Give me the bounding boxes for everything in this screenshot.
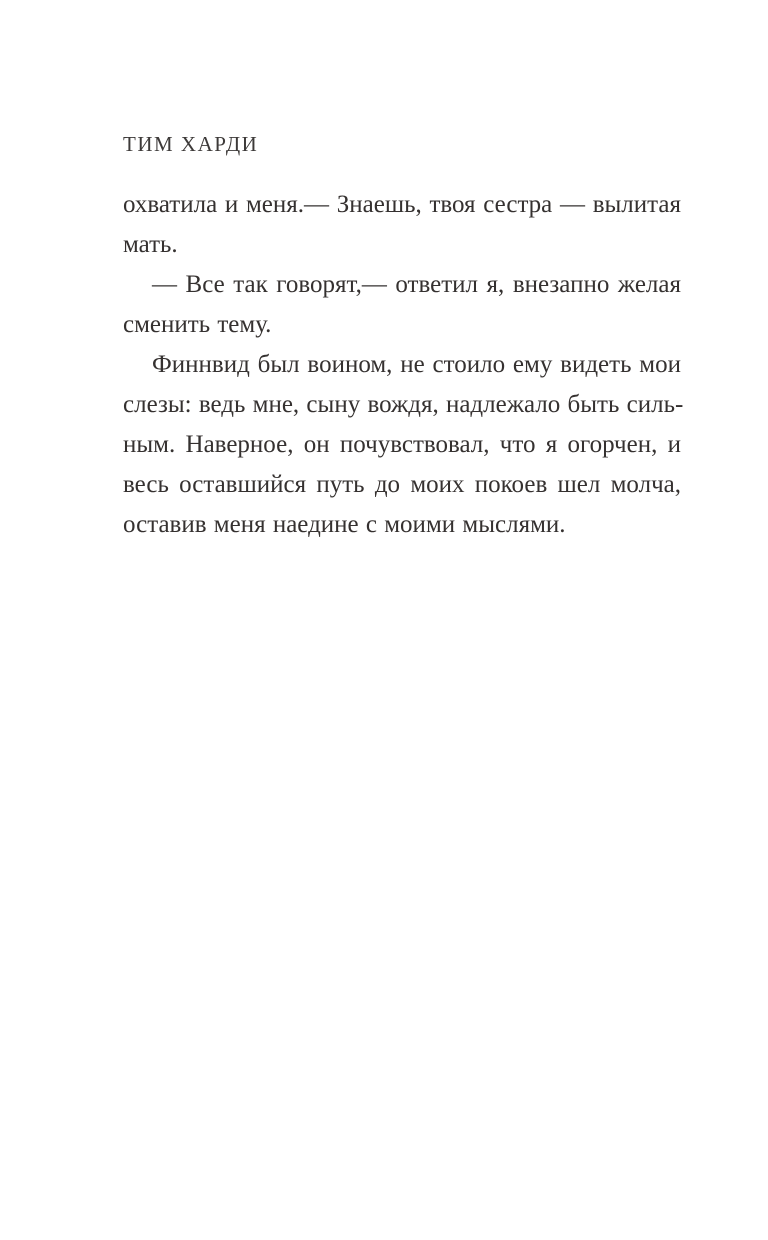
paragraph: [123, 265, 681, 345]
text-line: охватила и меня.— Знаешь, твоя сестра — вылитая: [123, 191, 681, 218]
text-line: — Все так говорят,— ответил я, внезапно желая: [152, 271, 681, 298]
text-line: мать.: [123, 231, 178, 258]
text-line: слезы: ведь мне, сыну вождя, надлежало быть силь-: [123, 391, 684, 418]
text-line: весь оставшийся путь до моих покоев шел молча,: [123, 471, 681, 498]
paragraph: [123, 185, 681, 265]
text-line: оставив меня наедине с моими мыслями.: [123, 511, 566, 538]
text-block: [123, 185, 684, 545]
paragraph: [123, 345, 684, 545]
text-line: ным. Наверное, он почувствовал, что я огорчен, и: [123, 431, 681, 458]
text-line: сменить тему.: [123, 311, 272, 338]
running-header-author: ТИМ ХАРДИ: [123, 132, 259, 156]
text-line: Финнвид был воином, не стоило ему видеть мои: [152, 351, 681, 378]
